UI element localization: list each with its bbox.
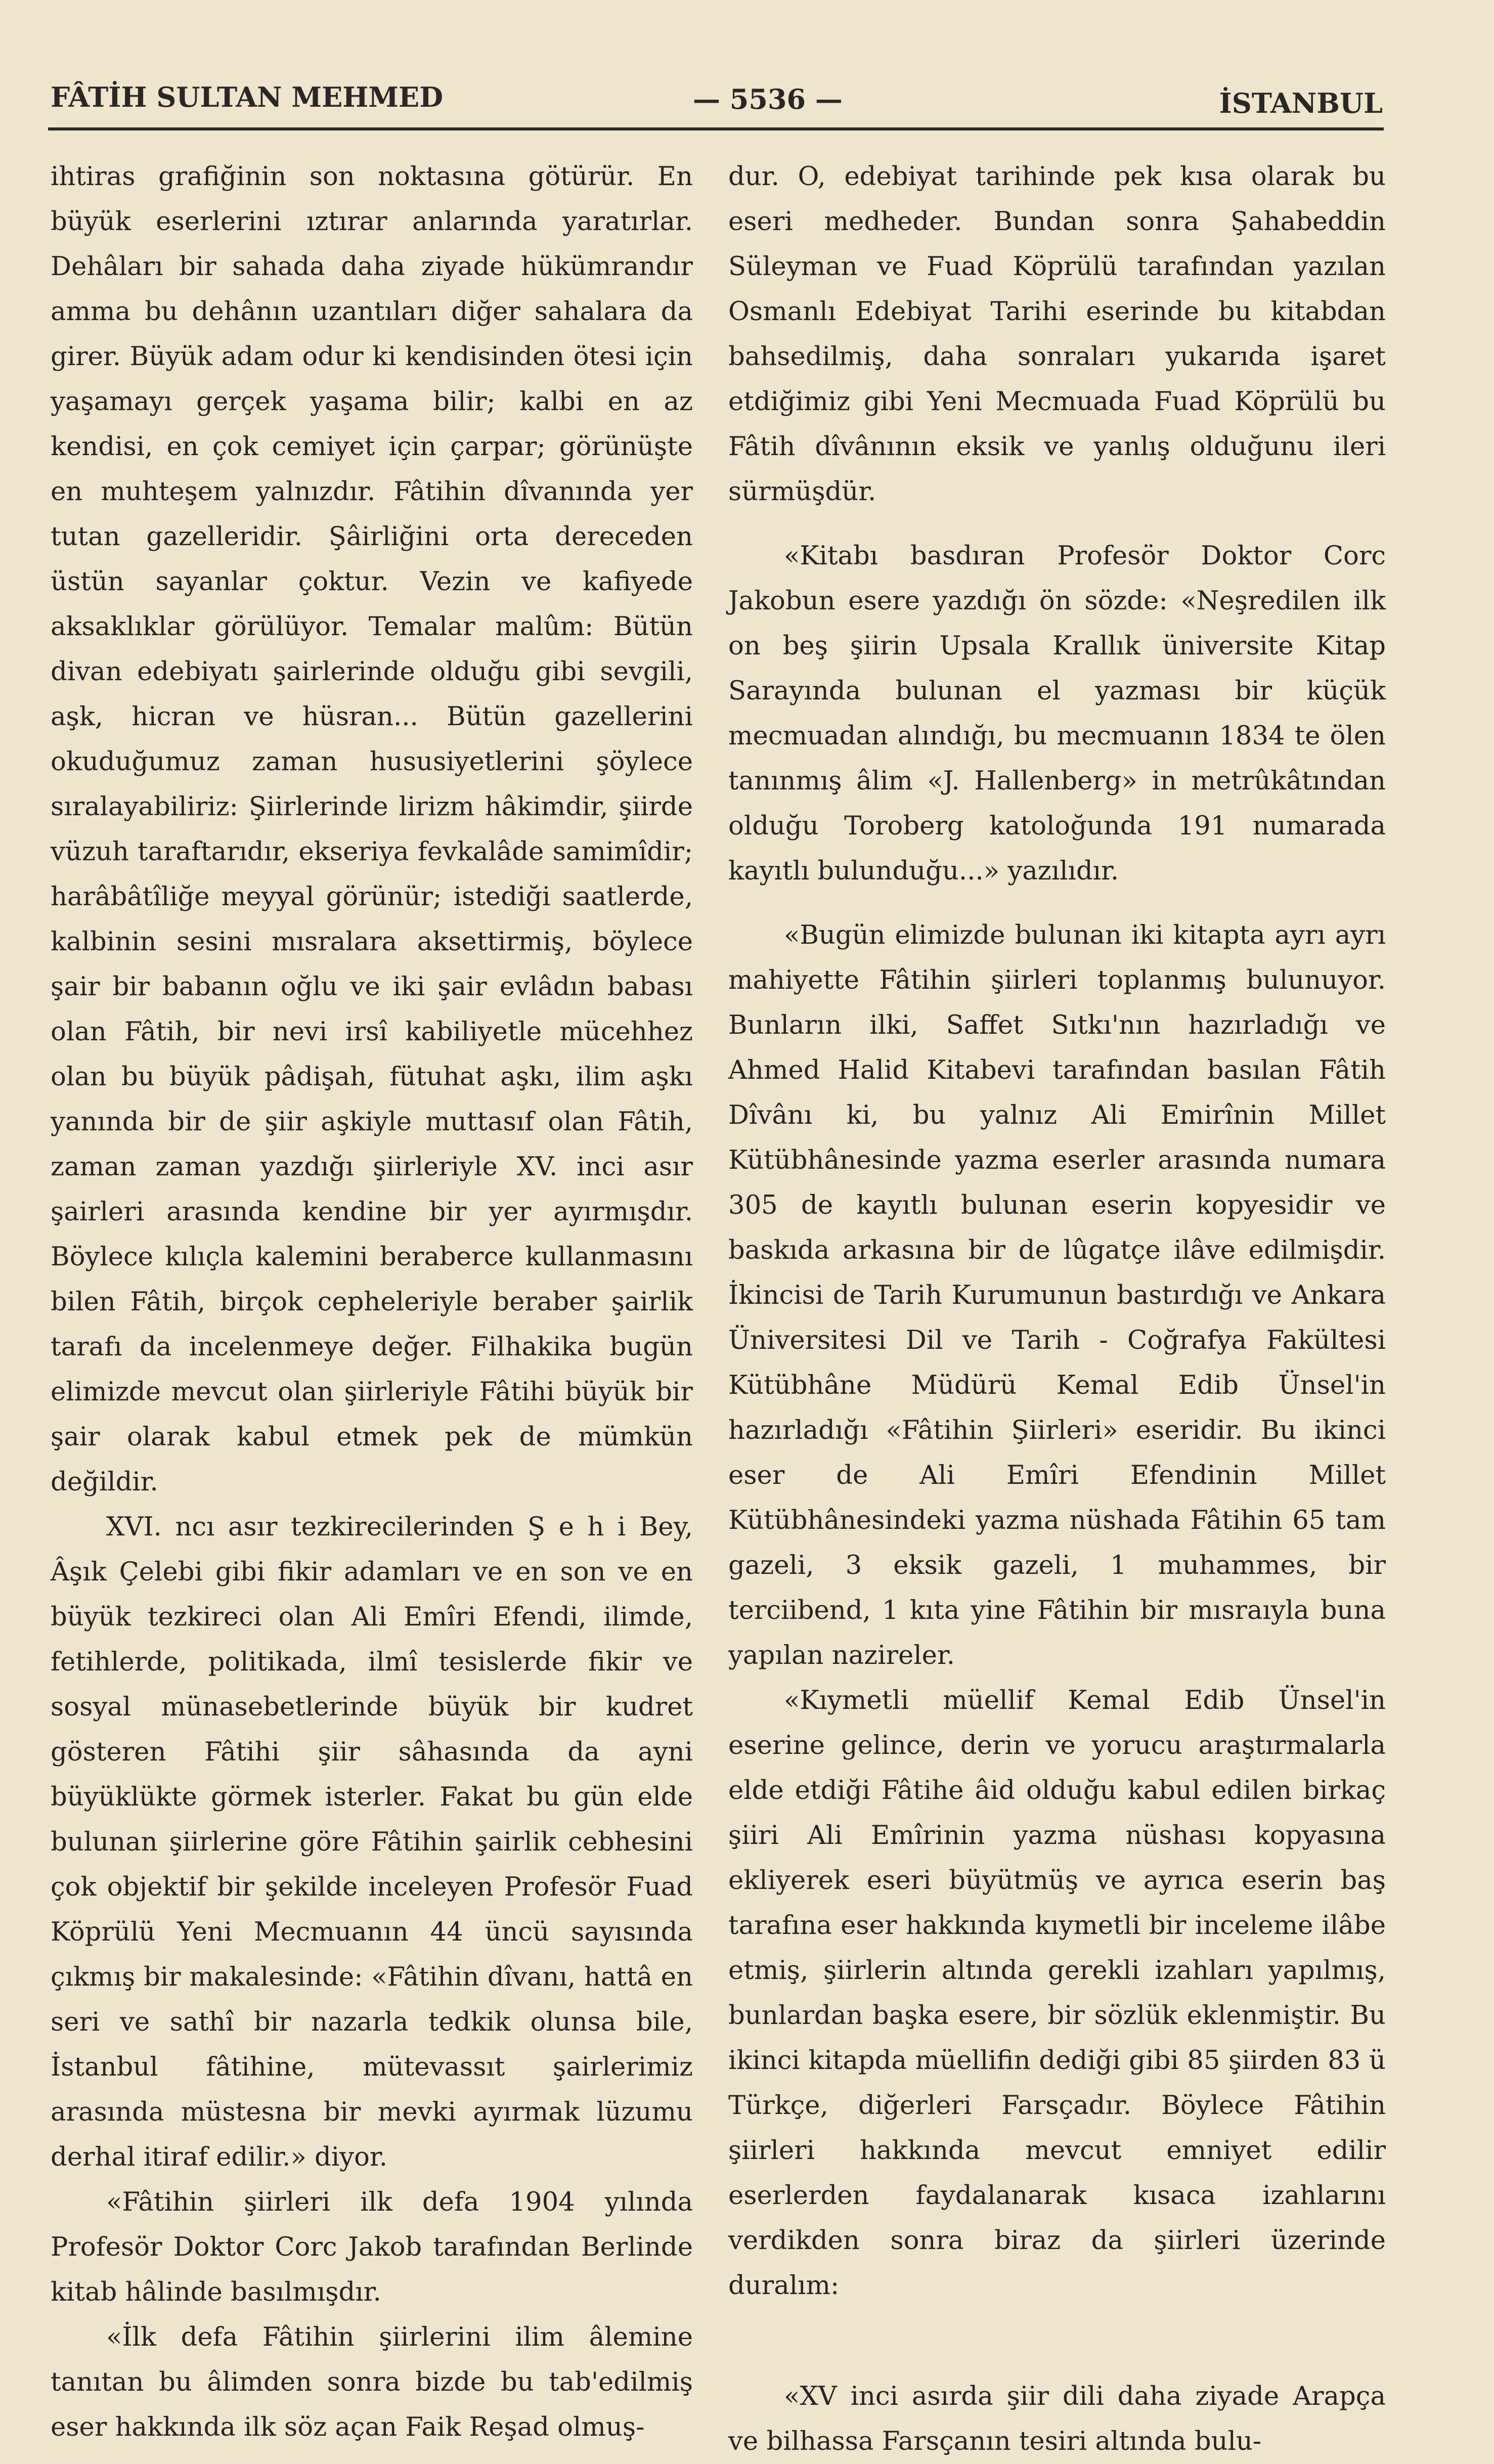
- page-number: — 5536 —: [693, 83, 843, 115]
- header-book-title: FÂTİH SULTAN MEHMED: [51, 81, 444, 113]
- paragraph: «İlk defa Fâtihin şiirlerini ilim âlemine tanıtan bu âlimden sonra bizde bu tab'edilmiş eser hakkında ilk söz açan Faik Reşad olmuş-: [51, 2322, 693, 2442]
- paragraph: «Kıymetli müellif Kemal Edib Ünsel'in eserine gelince, derin ve yorucu araştırmalarla elde etdiği Fâtihe âid olduğu kabul edilen birkaç şiiri Ali Emîrinin yazma nüshası kopyasına ekliyerek eseri büyütmüş ve ayrıca eserin baş tarafına eser hakkında kıymetli bir inceleme ilâbe etmiş, şiirlerin altında gerekli izahları yapılmış, bunlardan başka esere, bir sözlük eklenmiştir. Bu ikinci kitapda müellifin dediği gibi 85 şiirden 83 ü Türkçe, diğerleri Farsçadır. Böylece Fâtihin şiirleri hakkında mevcut emniyet edilir eserlerden faydalanarak kısaca izahlarını verdikden sonra biraz da şiirleri üzerinde duralım:: [728, 1685, 1386, 2301]
- paragraph: «Fâtihin şiirleri ilk defa 1904 yılında Profesör Doktor Corc Jakob tarafından Berlinde kitab hâlinde basılmışdır.: [51, 2187, 693, 2307]
- paragraph: ihtiras grafiğinin son noktasına götürür. En büyük eserlerini ıztırar anlarında yaratırlar. Dehâları bir sahada daha ziyade hükümrandır amma bu dehânın uzantıları diğer sahalara da girer. Büyük adam odur ki kendisinden ötesi için yaşamayı gerçek yaşama bilir; kalbi en az kendisi, en çok cemiyet için çarpar; görünüşte en muhteşem yalnızdır. Fâtihin dîvanında yer tutan gazelleridir. Şâirliğini orta dereceden üstün sayanlar çoktur. Vezin ve kafiyede aksaklıklar görülüyor. Temalar malûm: Bütün divan edebiyatı şairlerinde olduğu gibi sevgili, aşk, hicran ve hüsran... Bütün gazellerini okuduğumuz zaman hususiyetlerini şöylece sıralayabiliriz: Şiirlerinde lirizm hâkimdir, şiirde vüzuh taraftarıdır, ekseriya fevkalâde samimîdir; harâbâtîliğe meyyal görünür; istediği saatlerde, kalbinin sesini mısralara aksettirmiş, böylece şair bir babanın oğlu ve iki şair evlâdın babası olan Fâtih, bir nevi irsî kabiliyetle mücehhez olan bu büyük pâdişah, fütuhat aşkı, ilim aşkı yanında bir de şiir aşkiyle muttasıf olan Fâtih, zaman zaman yazdığı şiirleriyle XV. inci asır şairleri arasında kendine bir yer ayırmışdır. Böylece kılıçla kalemini beraberce kullanmasını bilen Fâtih, birçok cepheleriyle beraber şairlik tarafı da incelenmeye değer. Filhakika bugün elimizde mevcut olan şiirleriyle Fâtihi büyük bir şair olarak kabul etmek pek de mümkün değildir.: [51, 161, 693, 1497]
- header-rule: [48, 127, 1384, 130]
- paragraph: XVI. ncı asır tezkirecilerinden Ş e h i Bey, Âşık Çelebi gibi fikir adamları ve en son ve en büyük tezkireci olan Ali Emîri Efendi, ilimde, fetihlerde, politikada, ilmî tesislerde fikir ve sosyal münasebetlerinde büyük bir kudret gösteren Fâtihi şiir sâhasında da ayni büyüklükte görmek isterler. Fakat bu gün elde bulunan şiirlerine göre Fâtihin şairlik cebhesini çok objektif bir şekilde inceleyen Profesör Fuad Köprülü Yeni Mecmuanın 44 üncü sayısında çıkmış bir makalesinde: «Fâtihin dîvanı, hattâ en seri ve sathî bir nazarla tedkik olunsa bile, İstanbul fâtihine, mütevassıt şairlerimiz arasında müstesna bir mevki ayırmak lüzumu derhal itiraf edilir.» diyor.: [51, 1512, 693, 2172]
- right-column: [728, 154, 1386, 2464]
- page-header: [51, 76, 1383, 121]
- left-column: [51, 154, 693, 2450]
- header-section-title: İSTANBUL: [1219, 87, 1383, 119]
- paragraph: dur. O, edebiyat tarihinde pek kısa olarak bu eseri medheder. Bundan sonra Şahabeddin Süleyman ve Fuad Köprülü tarafından yazılan Osmanlı Edebiyat Tarihi eserinde bu kitabdan bahsedilmiş, daha sonraları yukarıda işaret etdiğimiz gibi Yeni Mecmuada Fuad Köprülü bu Fâtih dîvânının eksik ve yanlış olduğunu ileri sürmüşdür.: [728, 161, 1386, 507]
- paragraph: «Bugün elimizde bulunan iki kitapta ayrı ayrı mahiyette Fâtihin şiirleri toplanmış bulunuyor. Bunların ilki, Saffet Sıtkı'nın hazırladığı ve Ahmed Halid Kitabevi tarafından basılan Fâtih Dîvânı ki, bu yalnız Ali Emirînin Millet Kütübhânesinde yazma eserler arasında numara 305 de kayıtlı bulunan eserin kopyesidir ve baskıda arkasına bir de lûgatçe ilâve edilmişdir. İkincisi de Tarih Kurumunun bastırdığı ve Ankara Üniversitesi Dil ve Tarih - Coğrafya Fakültesi Kütübhâne Müdürü Kemal Edib Ünsel'in hazırladığı «Fâtihin Şiirleri» eseridir. Bu ikinci eser de Ali Emîri Efendinin Millet Kütübhânesindeki yazma nüshada Fâtihin 65 tam gazeli, 3 eksik gazeli, 1 muhammes, bir terciibend, 1 kıta yine Fâtihin bir mısraıyla buna yapılan nazireler.: [728, 920, 1386, 1670]
- paragraph: «Kitabı basdıran Profesör Doktor Corc Jakobun esere yazdığı ön sözde: «Neşredilen ilk on beş şiirin Upsala Krallık üniversite Kitap Sarayında bulunan el yazması bir küçük mecmuadan alındığı, bu mecmuanın 1834 te ölen tanınmış âlim «J. Hallenberg» in metrûkâtından olduğu Toroberg katoloğunda 191 numarada kayıtlı bulunduğu...» yazılıdır.: [728, 541, 1386, 886]
- paragraph: «XV inci asırda şiir dili daha ziyade Arapça ve bilhassa Farsçanın tesiri altında bulu-: [728, 2381, 1386, 2456]
